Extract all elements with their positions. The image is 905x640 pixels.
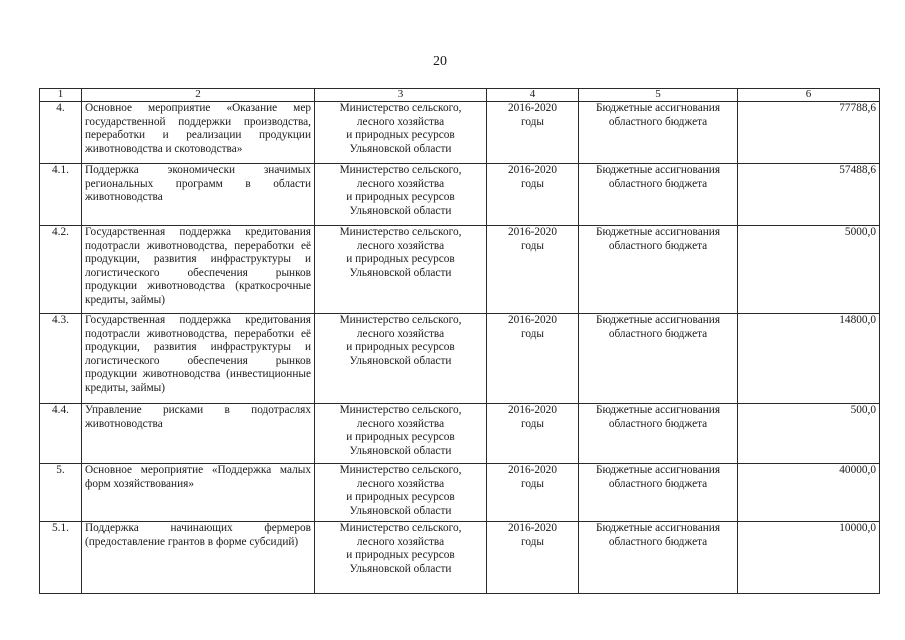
header-row — [40, 89, 880, 102]
row-amount: 10000,0 — [738, 522, 880, 594]
header-col-1: 1 — [40, 89, 82, 102]
row-organization: Министерство сельского, лесного хозяйства и природных ресурсов Ульяновской области — [339, 522, 462, 575]
row-period: 2016-2020 годы — [508, 226, 557, 252]
row-funding-source: Бюджетные ассигнования областного бюджета — [595, 102, 721, 128]
header-col-3: 3 — [315, 89, 487, 102]
row-description: Управление рисками в подотраслях животноводства — [82, 404, 315, 464]
page-number: 20 — [433, 54, 447, 69]
row-amount: 14800,0 — [738, 314, 880, 404]
table-row — [40, 164, 880, 226]
table-row — [40, 226, 880, 314]
row-description: Основное мероприятие «Оказание мер государственной поддержки производства, переработки и реализации продукции животноводства и скотоводства» — [82, 102, 315, 164]
row-amount: 5000,0 — [738, 226, 880, 314]
row-amount: 500,0 — [738, 404, 880, 464]
row-number: 4.2. — [40, 226, 82, 314]
row-organization: Министерство сельского, лесного хозяйства и природных ресурсов Ульяновской области — [339, 164, 462, 217]
row-funding-source: Бюджетные ассигнования областного бюджета — [595, 404, 721, 430]
row-number: 4.1. — [40, 164, 82, 226]
row-description: Государственная поддержка кредитования подотрасли животноводства, переработки её продукции, развития инфраструктуры и логистического обеспечения рынков продукции животноводства (инвестиционные кредиты, займы) — [82, 314, 315, 404]
row-funding-source: Бюджетные ассигнования областного бюджета — [595, 522, 721, 548]
table-row — [40, 522, 880, 594]
header-col-4: 4 — [487, 89, 579, 102]
row-amount: 77788,6 — [738, 102, 880, 164]
row-organization: Министерство сельского, лесного хозяйства и природных ресурсов Ульяновской области — [339, 314, 462, 367]
row-number: 4.3. — [40, 314, 82, 404]
row-funding-source: Бюджетные ассигнования областного бюджета — [595, 464, 721, 490]
row-amount: 40000,0 — [738, 464, 880, 522]
row-period: 2016-2020 годы — [508, 164, 557, 190]
row-description: Поддержка экономически значимых региональных программ в области животноводства — [82, 164, 315, 226]
table-row — [40, 314, 880, 404]
row-period: 2016-2020 годы — [508, 404, 557, 430]
row-period: 2016-2020 годы — [508, 464, 557, 490]
row-number: 4. — [40, 102, 82, 164]
table-row — [40, 404, 880, 464]
row-organization: Министерство сельского, лесного хозяйства и природных ресурсов Ульяновской области — [339, 102, 462, 155]
row-funding-source: Бюджетные ассигнования областного бюджета — [595, 164, 721, 190]
row-organization: Министерство сельского, лесного хозяйства и природных ресурсов Ульяновской области — [339, 464, 462, 517]
row-funding-source: Бюджетные ассигнования областного бюджета — [595, 314, 721, 340]
row-number: 4.4. — [40, 404, 82, 464]
program-table — [39, 88, 880, 594]
header-col-2: 2 — [82, 89, 315, 102]
row-organization: Министерство сельского, лесного хозяйства и природных ресурсов Ульяновской области — [339, 404, 462, 457]
row-description: Поддержка начинающих фермеров (предоставление грантов в форме субсидий) — [82, 522, 315, 594]
row-organization: Министерство сельского, лесного хозяйства и природных ресурсов Ульяновской области — [339, 226, 462, 279]
header-col-6: 6 — [738, 89, 880, 102]
row-period: 2016-2020 годы — [508, 102, 557, 128]
table-row — [40, 102, 880, 164]
row-number: 5.1. — [40, 522, 82, 594]
row-description: Основное мероприятие «Поддержка малых форм хозяйствования» — [82, 464, 315, 522]
row-period: 2016-2020 годы — [508, 522, 557, 548]
row-period: 2016-2020 годы — [508, 314, 557, 340]
header-col-5: 5 — [579, 89, 738, 102]
row-funding-source: Бюджетные ассигнования областного бюджета — [595, 226, 721, 252]
row-number: 5. — [40, 464, 82, 522]
row-amount: 57488,6 — [738, 164, 880, 226]
table-row — [40, 464, 880, 522]
row-description: Государственная поддержка кредитования подотрасли животноводства, переработки её продукции, развития инфраструктуры и логистического обеспечения рынков продукции животноводства (краткосрочные кредиты, займы) — [82, 226, 315, 314]
